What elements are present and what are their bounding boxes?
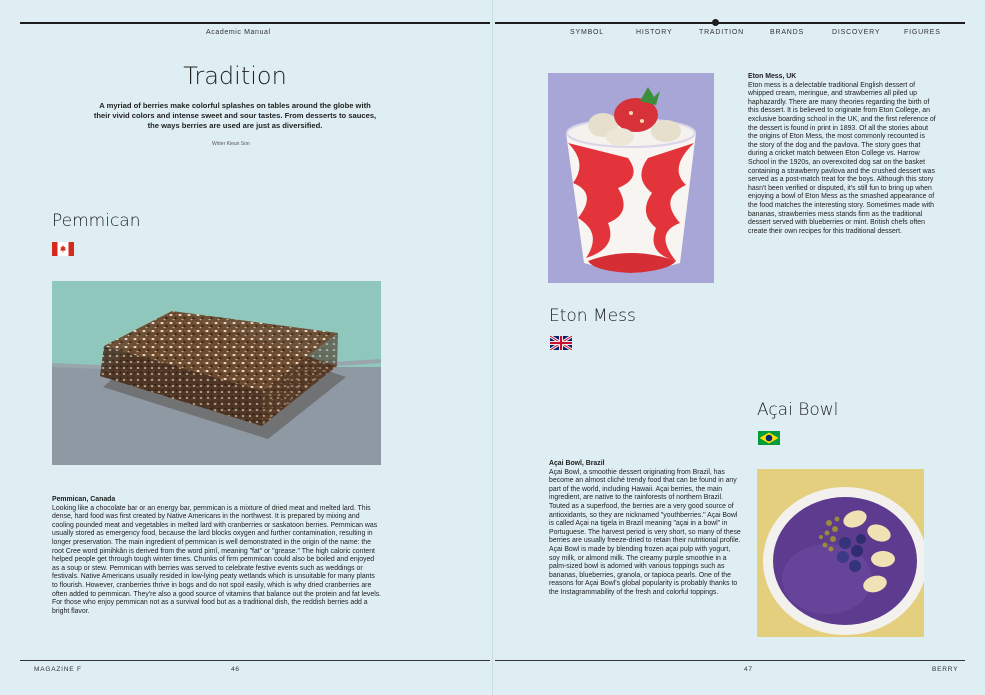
active-nav-indicator xyxy=(712,19,719,26)
eton-mess-heading: Eton Mess, UK xyxy=(748,73,797,80)
section-title-acai-bowl: Açai Bowl xyxy=(757,400,839,420)
section-title-pemmican: Pemmican xyxy=(52,211,141,231)
lead-paragraph: A myriad of berries make colorful splashes on tables around the globe with their vivid colors and intense sweet and sour tastes. From desserts to sauces, the ways berries are used are just as diversified. xyxy=(93,101,377,130)
acai-article xyxy=(549,460,741,598)
eton-mess-body: Eton mess is a delectable traditional English dessert of whipped cream, meringue, and strawberries all piled up haphazardly. There are many theories regarding the birth of this dessert. It is believed to originate from Eton College, an exclusive boarding school in the UK, and the first reference of the dessert is found in print in 1893. Of all the stories about the origins of Eton Mess, the most commonly recounted is the story of the dog and the pavlova. The story goes that during a cricket match between Eton College vs. Harrow School in the 1920s, an overexcited dog sat on the basket containing a strawberry pavlova and the crushed dessert was served as a post-match treat for the boys. Although this story hasn't been verified or disputed, it's still fun to bring up when enjoying a bowl of Eton Mess as the smashed appearance of the food matches the interesting story. Sometimes made with bananas, strawberries mess stands firm as the traditional dessert served with blueberries or mint. British chefs often create their own recipes for this traditional dessert. xyxy=(748,81,936,235)
running-head: Academic Manual xyxy=(206,29,271,36)
magazine-label: MAGAZINE F xyxy=(34,666,82,673)
nav-symbol[interactable]: SYMBOL xyxy=(570,29,604,36)
bottom-rule-right xyxy=(495,660,965,661)
page-number-right: 47 xyxy=(744,666,753,673)
section-label: BERRY xyxy=(932,666,959,673)
eton-mess-article xyxy=(748,73,936,236)
canada-flag-icon xyxy=(52,242,74,256)
nav-brands[interactable]: BRANDS xyxy=(770,29,804,36)
pemmican-article xyxy=(52,496,382,616)
top-rule-left xyxy=(20,22,490,24)
acai-heading: Açai Bowl, Brazil xyxy=(549,460,605,467)
page-gutter xyxy=(492,0,493,695)
eton-mess-illustration xyxy=(548,73,714,283)
pemmican-illustration xyxy=(52,281,381,465)
pemmican-heading: Pemmican, Canada xyxy=(52,496,116,503)
acai-body: Açai Bowl, a smoothie dessert originating from Brazil, has become an almost cliché trendy food that can be found in any part of the world, including Hawaii. Açai berries, the main ingredient, are native to the rainforests of northern Brazil. Touted as a superfood, the berries are a very good source of antioxidants, so they are nicknamed "youthberries." Açai Bowl is called Açai na tigela in Brazil meaning "açai in a bowl" in Portuguese. The harvest period is very short, so many of these berries are usually freeze-dried to retain their nutritional profile. Açai Bowl is made by blending frozen açai pulp with yogurt, soy milk, or almond milk. The creamy purple smoothie in a palm-sized bowl is adorned with various toppings such as bananas, blueberries, granola, or tapioca pearls. One of the reasons for Açai Bowl's global popularity is probably thanks to the Instagrammability of the fresh and colorful toppings. xyxy=(549,468,741,596)
uk-flag-icon xyxy=(550,336,572,350)
pemmican-body: Looking like a chocolate bar or an energy bar, pemmican is a mixture of dried meat and melted lard. This dense, hard food was first created by Native Americans in the northwest. It is prepared by mixing and cooling pounded meat and vegetables in melted lard with cranberries or saskatoon berries. Pemmican was usually stored as emergency food, because the lard blocks oxygen and further contamination, resulting in longer preservation. The main ingredient of pemmican is well demonstrated in the origin of the name: the root Cree word pimihkân is derived from the word pimî, meaning "fat" or "grease." The high caloric content helped people get through tough winter times. Chunks of firm pemmican could also be boiled and enjoyed as a soup or stew. Pemmican with berries was served to celebrate festive events such as weddings or festivals. Native Americans usually resided in low-lying peaty wetlands which is unsuitable for many plants to flourish. However, cranberries thrive in bogs and do not spoil easily, which is why dried cranberries are often added to pemmican. They're also a good source of vitamins that balance out the protein and fat levels. For those who enjoy pemmican not as a survival food but as a traditional dish, the reddish berries add a bright flavor. xyxy=(52,504,382,615)
brazil-flag-icon xyxy=(758,431,780,445)
nav-tradition[interactable]: TRADITION xyxy=(699,29,744,36)
nav-history[interactable]: HISTORY xyxy=(636,29,673,36)
page-number-left: 46 xyxy=(231,666,240,673)
top-rule-right xyxy=(495,22,965,24)
page-title: Tradition xyxy=(183,62,287,90)
acai-bowl-illustration xyxy=(757,469,924,637)
section-title-eton-mess: Eton Mess xyxy=(549,306,636,326)
bottom-rule-left xyxy=(20,660,490,661)
nav-figures[interactable]: FIGURES xyxy=(904,29,941,36)
nav-discovery[interactable]: DISCOVERY xyxy=(832,29,881,36)
writer-credit: Writer Kieun Son xyxy=(212,141,250,147)
